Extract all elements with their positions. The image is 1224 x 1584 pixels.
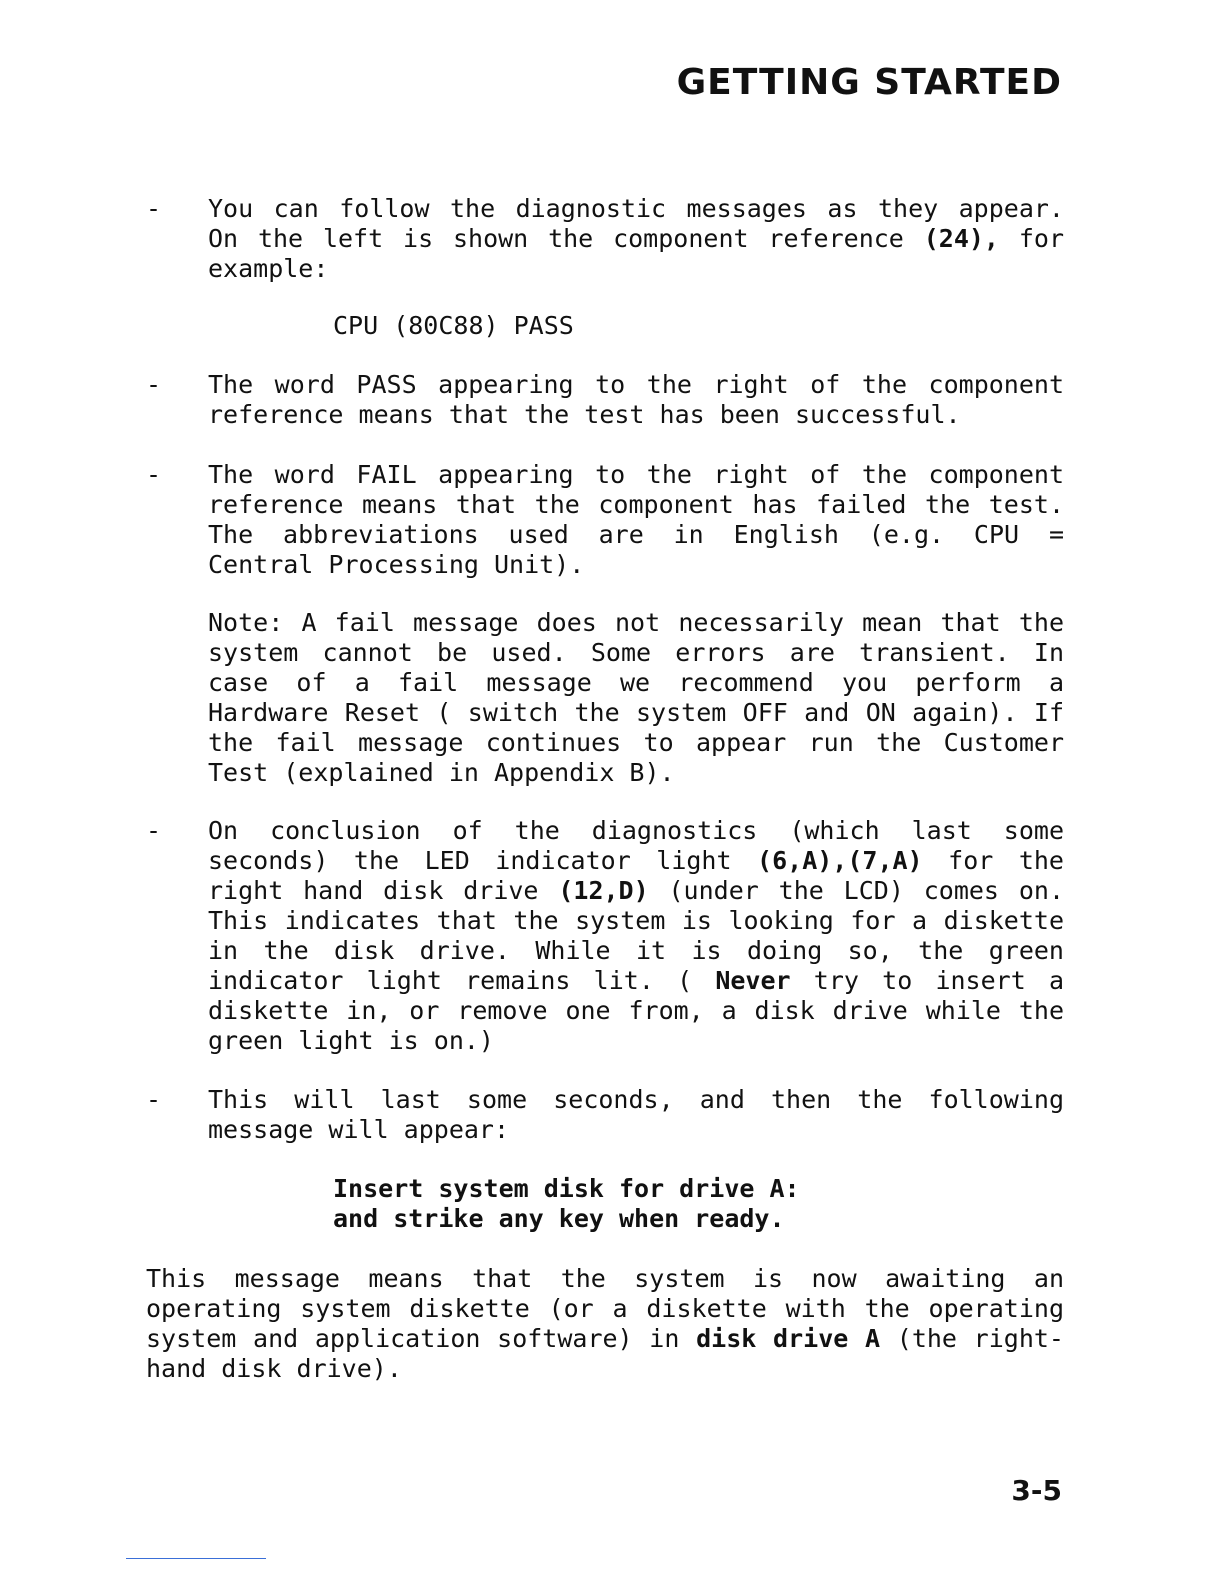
drive-reference: (12,D) [558,876,649,905]
bullet-dash: - [146,1085,162,1114]
final-paragraph [146,1264,1064,1384]
bullet-text: The word FAIL appearing to the right of the component reference means that the component has failed the test. The abbreviations used are in English (e.g. CPU = Central Processing Unit). [208,460,1064,579]
bullet-text: This will last some seconds, and then the following message will appear: [208,1085,1064,1144]
bullet-text: You can follow the diagnostic messages as they appear. On the left is shown the component reference (24), for example: [208,194,1064,283]
page-title: GETTING STARTED [676,62,1062,103]
disk-drive-a: disk drive A [696,1324,881,1353]
component-reference: (24), [923,224,999,253]
note-text: Note: A fail message does not necessarily mean that the system cannot be used. Some errors are transient. In case of a fail message we recommend you perform a Hardware Reset ( switch the system OFF and ON again). If the fail message continues to appear run the Customer Test (explained in Appendix B). [208,608,1064,787]
example-diagnostic-line: CPU (80C88) PASS [333,311,574,340]
led-reference: (6,A),(7,A) [757,846,923,875]
note-paragraph [208,608,1064,788]
system-message-line-2: and strike any key when ready. [333,1204,785,1233]
bullet-dash: - [146,370,162,399]
bullet-dash: - [146,816,162,845]
bullet-text: On conclusion of the diagnostics (which last some seconds) the LED indicator light (6,A),(7,A) for the right hand disk drive (12,D) (under the LCD) comes on. This indicates that the system is looking for a diskette in the disk drive. While it is doing so, the green indicator light remains lit. ( Never try to insert a diskette in, or remove one from, a disk drive while the green light is on.) [208,816,1064,1055]
final-text: This message means that the system is now awaiting an operating system diskette (or a diskette with the operating system and application software) in disk drive A (the right-hand disk drive). [146,1264,1064,1383]
page-number: 3-5 [1011,1474,1062,1507]
bullet-text: The word PASS appearing to the right of the component reference means that the test has been successful. [208,370,1064,429]
never-warning: Never [715,966,791,995]
bullet-dash: - [146,194,162,223]
footer-rule [126,1558,266,1559]
system-message-line-1: Insert system disk for drive A: [333,1174,800,1203]
bullet-dash: - [146,460,162,489]
